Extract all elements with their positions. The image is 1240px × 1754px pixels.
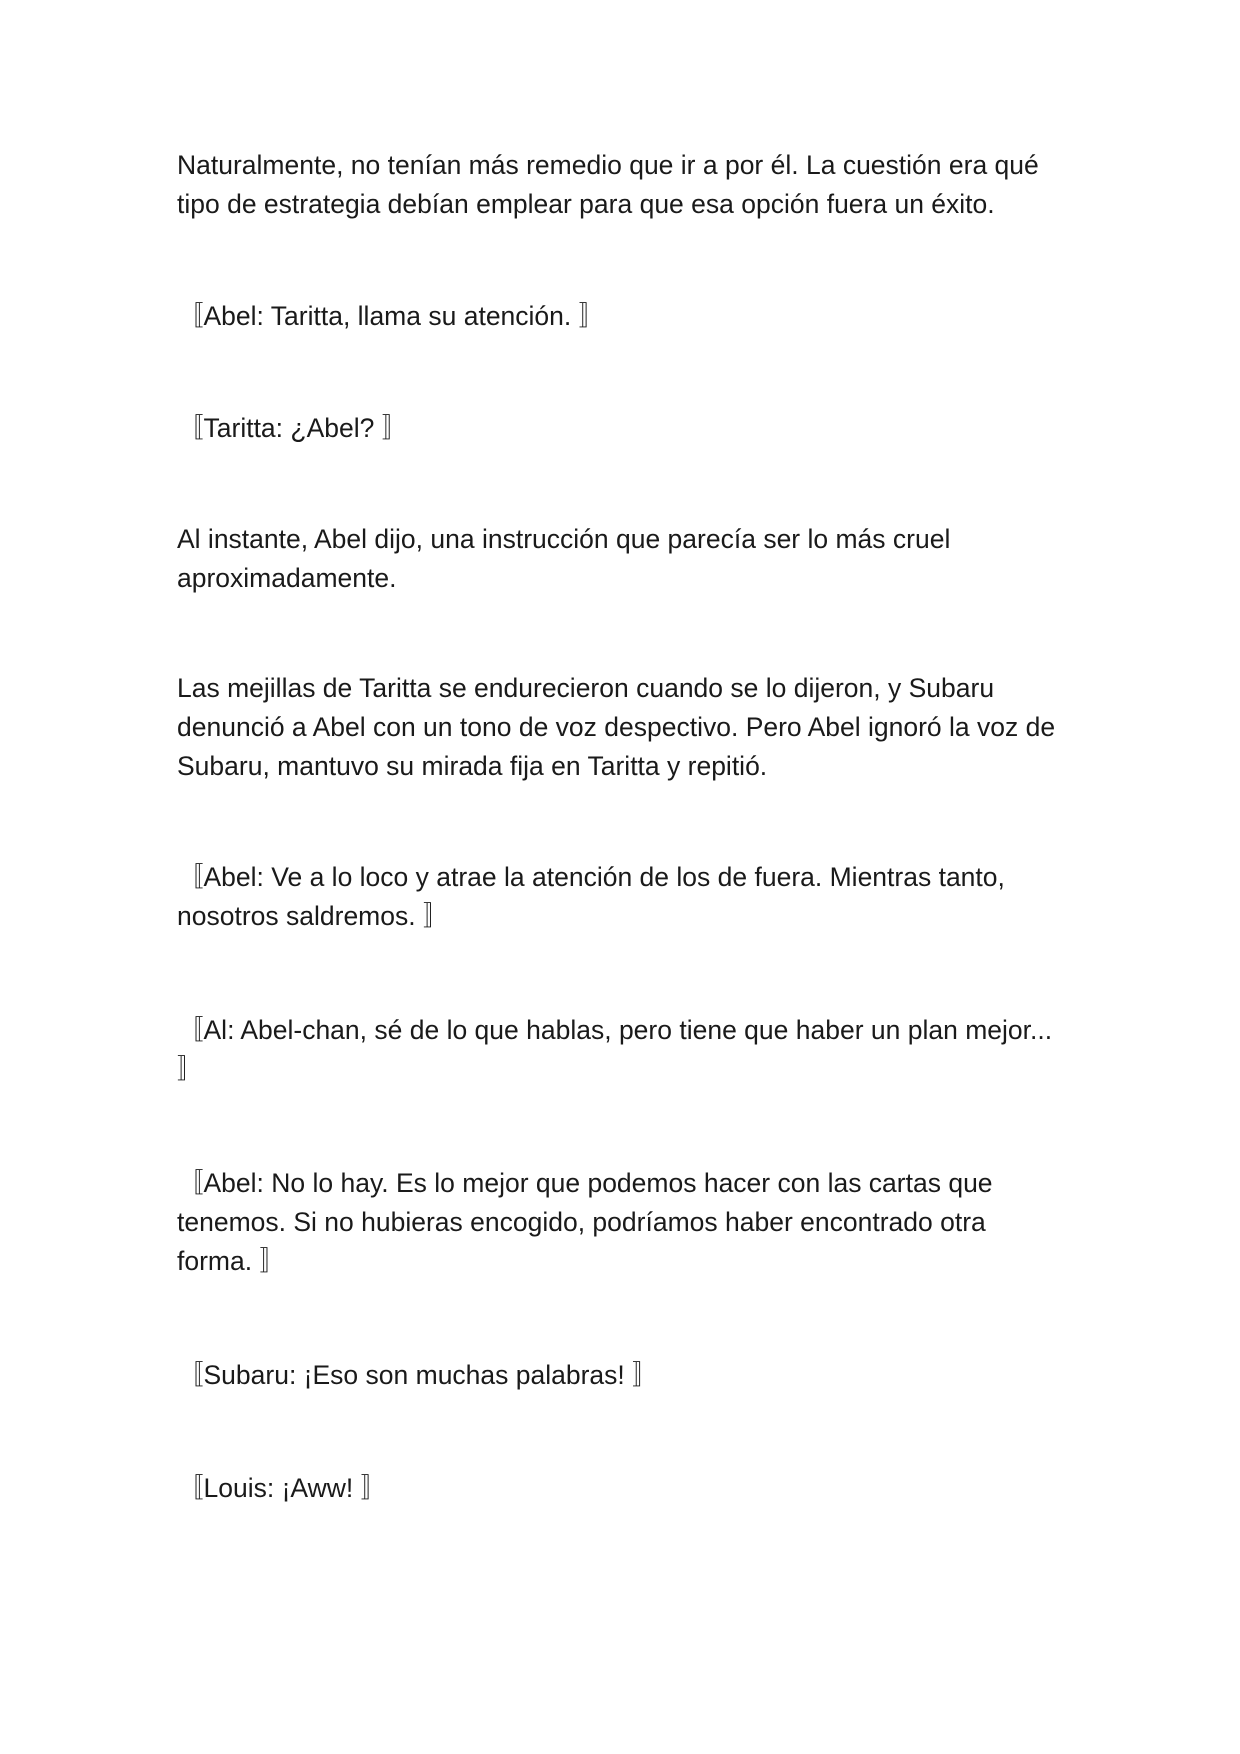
dialogue-line-abel: 〚Abel: Taritta, llama su atención. 〛 <box>177 301 606 331</box>
narration-paragraph: Naturalmente, no tenían más remedio que ir a por él. La cuestión era qué tipo de estrategia debían emplear para que esa opción fuera un éxito. <box>177 150 1039 219</box>
dialogue-line-taritta: 〚Taritta: ¿Abel? 〛 <box>177 413 409 443</box>
dialogue-line-al: 〚Al: Abel-chan, sé de lo que hablas, pero tiene que haber un plan mejor... 〛 <box>177 1015 1053 1084</box>
dialogue-line-abel: 〚Abel: Ve a lo loco y atrae la atención de los de fuera. Mientras tanto, nosotros saldremos. 〛 <box>177 862 1005 931</box>
dialogue-line-abel: 〚Abel: No lo hay. Es lo mejor que podemos hacer con las cartas que tenemos. Si no hubieras encogido, podríamos haber encontrado otra forma. 〛 <box>177 1168 993 1276</box>
dialogue-line-subaru: 〚Subaru: ¡Eso son muchas palabras! 〛 <box>177 1360 659 1390</box>
narration-paragraph: Al instante, Abel dijo, una instrucción que parecía ser lo más cruel aproximadamente. <box>177 524 951 593</box>
dialogue-line-louis: 〚Louis: ¡Aww! 〛 <box>177 1473 388 1503</box>
narration-paragraph: Las mejillas de Taritta se endurecieron cuando se lo dijeron, y Subaru denunció a Abel con un tono de voz despectivo. Pero Abel ignoró la voz de Subaru, mantuvo su mirada fija en Taritta y repitió. <box>177 673 1056 781</box>
